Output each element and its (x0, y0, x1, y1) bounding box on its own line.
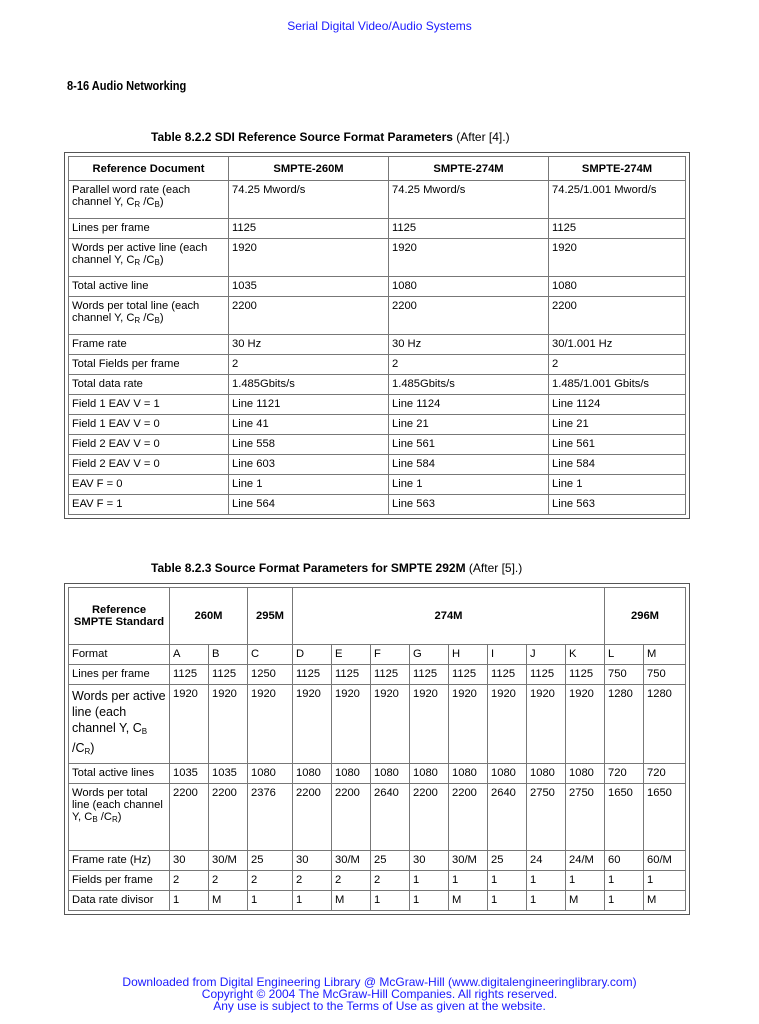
table1-row-label: Field 1 EAV V = 0 (69, 415, 229, 435)
table2-header-row (69, 588, 686, 645)
table1-cell: 30 Hz (389, 335, 549, 355)
table2-header-274m: 274M (293, 588, 605, 645)
table1-cell: 1.485/1.001 Gbits/s (549, 375, 686, 395)
table2-cell: 720 (605, 764, 644, 784)
table1-cell: Line 563 (389, 495, 549, 515)
table2-cell: 30 (410, 851, 449, 871)
table2-cell: 1650 (644, 784, 686, 851)
table1-row (69, 475, 686, 495)
table2-cell: 1920 (293, 685, 332, 764)
table2-cell: I (488, 645, 527, 665)
table1-cell: Line 558 (229, 435, 389, 455)
table1-cell: Line 1 (389, 475, 549, 495)
table2-cell: 1 (527, 871, 566, 891)
table1-row-label: Field 2 EAV V = 0 (69, 435, 229, 455)
row-label-text: Words per total line (each channel Y, C (72, 300, 200, 324)
table2 (68, 587, 686, 911)
table2-cell: 1080 (293, 764, 332, 784)
table2-cell: 24 (527, 851, 566, 871)
table2-cell: 1125 (332, 665, 371, 685)
table2-cell: M (332, 891, 371, 911)
table1-cell: 30 Hz (229, 335, 389, 355)
subscript: R (134, 200, 141, 209)
table1-row-label: Field 1 EAV V = 1 (69, 395, 229, 415)
table1-row-label: Total data rate (69, 375, 229, 395)
table2-cell: 1650 (605, 784, 644, 851)
table2-row-label: Words per total line (each channel Y, $C_B$ $/C_R$) (69, 784, 170, 851)
table2-cell: 1080 (488, 764, 527, 784)
table2-caption-title: Table 8.2.3 Source Format Parameters for SMPTE 292M (151, 561, 466, 575)
table2-cell: J (527, 645, 566, 665)
table1-cell: 1080 (389, 277, 549, 297)
subscript: B (154, 200, 160, 209)
table2-cell: 2 (170, 871, 209, 891)
table1-cell: 2 (389, 355, 549, 375)
table1-cell: 74.25/1.001 Mword/s (549, 181, 686, 219)
table1-cell: 74.25 Mword/s (229, 181, 389, 219)
table2-cell: 1035 (209, 764, 248, 784)
table1-row (69, 375, 686, 395)
table1-cell: 74.25 Mword/s (389, 181, 549, 219)
table2-cell: 750 (605, 665, 644, 685)
table2-cell: L (605, 645, 644, 665)
table2-row-label: Lines per frame (69, 665, 170, 685)
table2-cell: 2750 (527, 784, 566, 851)
footer-terms-line: Any use is subject to the Terms of Use as given at the website. (213, 999, 546, 1013)
table2-cell: 1125 (209, 665, 248, 685)
table2-row-label: Fields per frame (69, 871, 170, 891)
row-label-text: Words per total line (each channel Y, C (72, 787, 163, 823)
table1-cell: Line 584 (389, 455, 549, 475)
table1-cell: Line 603 (229, 455, 389, 475)
table1-row-label: EAV F = 1 (69, 495, 229, 515)
table2-cell: 1 (605, 871, 644, 891)
table2-cell: 2640 (488, 784, 527, 851)
table2-row-label: Words per active line (each channel Y, $C_B$ $/C_R$) (69, 685, 170, 764)
table2-cell: 1 (605, 891, 644, 911)
table2-cell: 2 (209, 871, 248, 891)
table1-cell: Line 21 (549, 415, 686, 435)
table1-row (69, 415, 686, 435)
running-head: Serial Digital Video/Audio Systems (287, 19, 472, 33)
table1-header-row (69, 157, 686, 181)
table1-cell: Line 1124 (389, 395, 549, 415)
table2-cell: 1 (371, 891, 410, 911)
footer-copyright-line: Copyright © 2004 The McGraw-Hill Companies. All rights reserved. (201, 987, 558, 1001)
table2-cell: 24/M (566, 851, 605, 871)
table1-row (69, 495, 686, 515)
table2-cell: 1920 (488, 685, 527, 764)
table1-cell: 2200 (389, 297, 549, 335)
table2-cell: 1 (449, 871, 488, 891)
table1-cell: 2 (229, 355, 389, 375)
table2-cell: 1080 (566, 764, 605, 784)
table2-cell: 1 (170, 891, 209, 911)
table2-cell: M (566, 891, 605, 911)
table2-caption (151, 561, 522, 575)
table2-cell: 1920 (209, 685, 248, 764)
table2-cell: 1125 (527, 665, 566, 685)
table2-cell: 2200 (449, 784, 488, 851)
table1-cell: Line 561 (549, 435, 686, 455)
table2-cell: 2 (248, 871, 293, 891)
table1-cell: 1.485Gbits/s (229, 375, 389, 395)
table2-cell: 1920 (566, 685, 605, 764)
table2-row-label: Total active lines (69, 764, 170, 784)
table2-cell: 2376 (248, 784, 293, 851)
table2-cell: 30 (293, 851, 332, 871)
table2-header-295m: 295M (248, 588, 293, 645)
table1-cell: 1125 (389, 219, 549, 239)
table2-cell: 1080 (527, 764, 566, 784)
table2-cell: 750 (644, 665, 686, 685)
table2-cell: A (170, 645, 209, 665)
table1-row (69, 219, 686, 239)
table2-cell: 25 (248, 851, 293, 871)
table1 (68, 156, 686, 515)
table2-cell: 1920 (449, 685, 488, 764)
table2-cell: 1920 (248, 685, 293, 764)
table1-caption (151, 130, 510, 144)
table2-cell: 30/M (332, 851, 371, 871)
table2-row-label: Format (69, 645, 170, 665)
table2-cell: M (644, 645, 686, 665)
table2-row-label: Frame rate (Hz) (69, 851, 170, 871)
table1-cell: 1125 (549, 219, 686, 239)
table2-cell: 1920 (527, 685, 566, 764)
table2-row (69, 851, 686, 871)
table2-cell: 2200 (293, 784, 332, 851)
table1-row (69, 277, 686, 297)
table1-header-cell: SMPTE-274M (389, 157, 549, 181)
subscript: R (84, 747, 91, 756)
table1-cell: 2200 (549, 297, 686, 335)
table2-cell: 1 (527, 891, 566, 911)
table1-header-cell: SMPTE-260M (229, 157, 389, 181)
table1-row-label: Frame rate (69, 335, 229, 355)
footer (0, 976, 759, 1012)
table2-cell: M (209, 891, 248, 911)
table1-row-label: Total Fields per frame (69, 355, 229, 375)
table2-header-reference: Reference SMPTE Standard (69, 588, 170, 645)
table2-cell: 720 (644, 764, 686, 784)
table2-cell: 60 (605, 851, 644, 871)
table1-caption-source: (After [4].) (452, 130, 510, 144)
row-label-text: Words per active line (each channel Y, C (72, 689, 166, 735)
table1-cell: 1920 (389, 239, 549, 277)
table1-cell: 1.485Gbits/s (389, 375, 549, 395)
table2-cell: 30/M (209, 851, 248, 871)
section-heading: 8-16 Audio Networking (67, 78, 187, 93)
table2-row (69, 871, 686, 891)
table1-row-label: Lines per frame (69, 219, 229, 239)
table2-cell: 2 (371, 871, 410, 891)
table2-cell: 2200 (332, 784, 371, 851)
table2-cell: E (332, 645, 371, 665)
table2-cell: C (248, 645, 293, 665)
table2-cell: 1125 (170, 665, 209, 685)
table2-cell: 25 (488, 851, 527, 871)
table2-cell: M (449, 891, 488, 911)
table1-cell: Line 564 (229, 495, 389, 515)
table1-row-label: Field 2 EAV V = 0 (69, 455, 229, 475)
table1-cell: 1920 (549, 239, 686, 277)
table2-cell: 2200 (410, 784, 449, 851)
table1-cell: 2 (549, 355, 686, 375)
table2-cell: 1125 (488, 665, 527, 685)
table1-caption-title: Table 8.2.2 SDI Reference Source Format Parameters (151, 130, 453, 144)
table2-row (69, 645, 686, 665)
subscript: B (154, 258, 160, 267)
table1-cell: 1035 (229, 277, 389, 297)
table1-cell: Line 1 (229, 475, 389, 495)
table1-cell: Line 41 (229, 415, 389, 435)
table2-cell: 2750 (566, 784, 605, 851)
table2-frame (64, 583, 690, 915)
table1-row-label: Words per active line (each channel Y, $C_R$ $/C_B$) (69, 239, 229, 277)
table1-cell: 1920 (229, 239, 389, 277)
footer-download-line: Downloaded from Digital Engineering Library @ McGraw-Hill (www.digitalengineeringlibrary.com) (122, 975, 637, 989)
table1-cell: Line 563 (549, 495, 686, 515)
table2-cell: 1 (488, 871, 527, 891)
table2-cell: 2 (293, 871, 332, 891)
table2-caption-source: (After [5].) (465, 561, 523, 575)
table2-row (69, 784, 686, 851)
table1-row-label: Words per total line (each channel Y, $C_R$ $/C_B$) (69, 297, 229, 335)
table2-header-296m: 296M (605, 588, 686, 645)
table2-cell: K (566, 645, 605, 665)
table1-cell: Line 584 (549, 455, 686, 475)
table2-cell: G (410, 645, 449, 665)
table1-row (69, 297, 686, 335)
table2-cell: 1125 (410, 665, 449, 685)
subscript: R (134, 316, 141, 325)
table2-cell: 30/M (449, 851, 488, 871)
table1-row (69, 181, 686, 219)
table1-row (69, 239, 686, 277)
subscript: R (134, 258, 141, 267)
subscript: B (92, 815, 98, 824)
table1-cell: Line 21 (389, 415, 549, 435)
table2-cell: 1 (410, 891, 449, 911)
table1-row (69, 455, 686, 475)
table2-row (69, 891, 686, 911)
table2-cell: 1920 (332, 685, 371, 764)
table2-row (69, 685, 686, 764)
table1-cell: 1080 (549, 277, 686, 297)
table2-cell: D (293, 645, 332, 665)
table1-header-cell: SMPTE-274M (549, 157, 686, 181)
table2-cell: 2200 (170, 784, 209, 851)
table2-header-260m: 260M (170, 588, 248, 645)
table2-cell: 1080 (449, 764, 488, 784)
table1-header-cell: Reference Document (69, 157, 229, 181)
table1-cell: 2200 (229, 297, 389, 335)
table2-cell: B (209, 645, 248, 665)
table2-cell: 1 (248, 891, 293, 911)
table2-cell: 1 (488, 891, 527, 911)
row-label-text: Words per active line (each channel Y, C (72, 242, 208, 266)
subscript: B (154, 316, 160, 325)
table2-cell: 1280 (644, 685, 686, 764)
table2-cell: 1035 (170, 764, 209, 784)
table2-cell: 1920 (410, 685, 449, 764)
table2-cell: 1 (644, 871, 686, 891)
table1-row (69, 335, 686, 355)
table1-cell: Line 561 (389, 435, 549, 455)
table1-cell: Line 1124 (549, 395, 686, 415)
table1-row (69, 395, 686, 415)
table2-cell: 1250 (248, 665, 293, 685)
table2-cell: M (644, 891, 686, 911)
table2-cell: 2 (332, 871, 371, 891)
table2-cell: H (449, 645, 488, 665)
table1-row (69, 435, 686, 455)
table1-row (69, 355, 686, 375)
table1-row-label: Total active line (69, 277, 229, 297)
table2-cell: 1920 (170, 685, 209, 764)
table1-row-label: Parallel word rate (each channel Y, $C_R$ $/C_B$) (69, 181, 229, 219)
table2-cell: 1 (410, 871, 449, 891)
table2-cell: 1080 (410, 764, 449, 784)
table1-cell: 1125 (229, 219, 389, 239)
table2-row-label: Data rate divisor (69, 891, 170, 911)
table2-cell: 60/M (644, 851, 686, 871)
table2-cell: 1 (293, 891, 332, 911)
table2-cell: F (371, 645, 410, 665)
table2-cell: 1080 (332, 764, 371, 784)
table2-cell: 30 (170, 851, 209, 871)
table2-cell: 1125 (293, 665, 332, 685)
table2-cell: 1125 (566, 665, 605, 685)
table1-frame (64, 152, 690, 519)
subscript: B (141, 727, 148, 736)
table2-cell: 1125 (371, 665, 410, 685)
table2-cell: 2200 (209, 784, 248, 851)
table2-cell: 2640 (371, 784, 410, 851)
table2-row (69, 764, 686, 784)
subscript: R (111, 815, 118, 824)
table2-cell: 1080 (371, 764, 410, 784)
table2-cell: 1920 (371, 685, 410, 764)
table2-cell: 1080 (248, 764, 293, 784)
table2-cell: 1280 (605, 685, 644, 764)
table2-cell: 1125 (449, 665, 488, 685)
table2-cell: 1 (566, 871, 605, 891)
table1-cell: Line 1121 (229, 395, 389, 415)
table2-row (69, 665, 686, 685)
table1-cell: 30/1.001 Hz (549, 335, 686, 355)
table1-cell: Line 1 (549, 475, 686, 495)
table1-row-label: EAV F = 0 (69, 475, 229, 495)
row-label-text: Parallel word rate (each channel Y, C (72, 184, 191, 208)
table2-cell: 25 (371, 851, 410, 871)
